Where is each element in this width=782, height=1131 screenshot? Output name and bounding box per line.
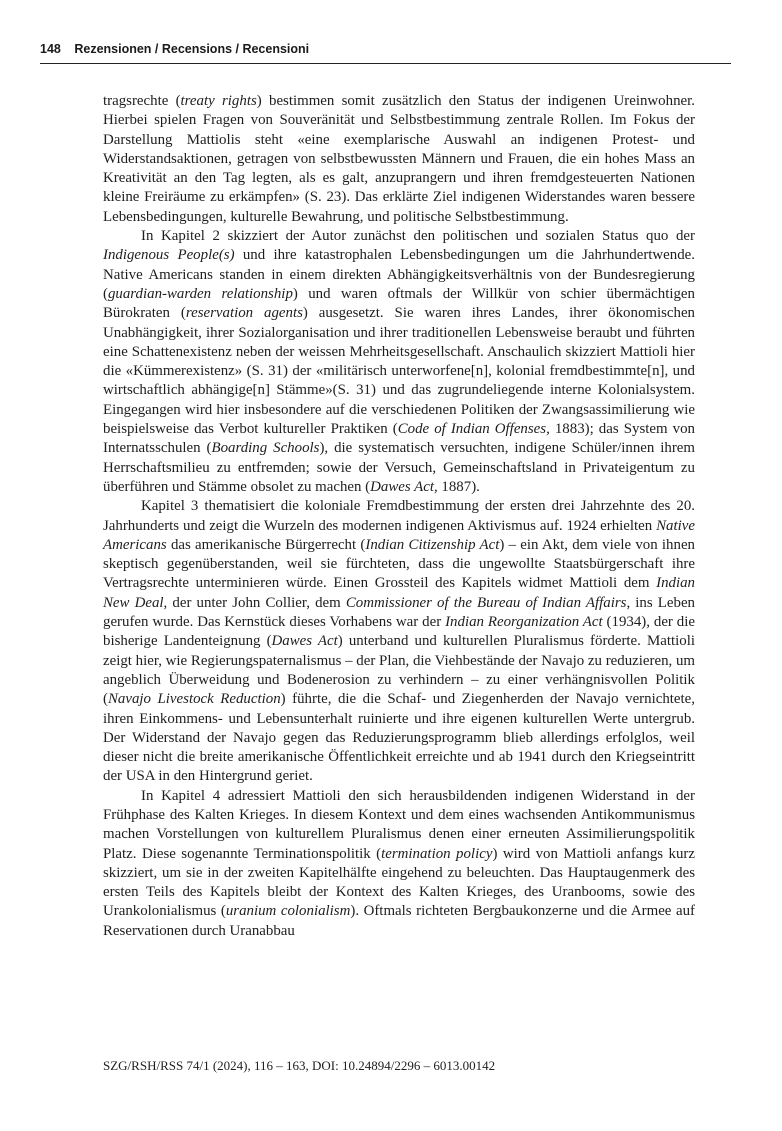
italic-term: Indian Reorganization Act — [445, 614, 603, 631]
running-header — [40, 42, 309, 56]
italic-term: reservation agents — [185, 305, 303, 322]
italic-term: uranium colonialism — [225, 903, 351, 920]
italic-term: Native Americans — [103, 517, 695, 553]
body-paragraph — [103, 497, 695, 786]
text-run: und ihre katastrophalen Lebensbedingungen um die Jahrhundertwende. Native Americans standen in einem direkten Abhängigkeitsverhältnis von der Bundesregierung ( — [103, 247, 695, 302]
italic-term: Indian New Deal — [103, 575, 695, 611]
header-divider — [40, 63, 731, 64]
text-run: (1934), der die bisherige Landenteignung ( — [103, 614, 695, 650]
italic-term: Dawes Act — [271, 633, 338, 650]
italic-term: Navajo Livestock Reduction — [107, 691, 281, 708]
text-run: ) – ein Akt, dem viele von ihnen skeptisch gegenüberstanden, weil sie fürchteten, dass die ungewollte Staatsbürgerschaft ihre Vertragsrechte unterminieren würde. Einen Grossteil des Kapitels widmet Mattioli dem — [103, 536, 695, 592]
text-run: ) wird von Mattioli anfangs kurz skizziert, um sie in der zweiten Kapitelhälfte eingehend zu beleuchten. Das Hauptaugenmerk des ersten Teils des Kapitels bleibt der Kontext des Kalten Krieges, des Uranbooms, sowie des Urankolonialismus ( — [103, 845, 696, 920]
italic-term: Commissioner of the Bureau of Indian Affairs — [345, 594, 627, 611]
italic-term: Dawes Act, — [370, 478, 438, 495]
text-run: , der unter John Collier, dem — [163, 594, 346, 611]
text-run: tragsrechte ( — [103, 93, 181, 109]
italic-term: Boarding Schools — [211, 440, 320, 457]
journal-citation: SZG/RSH/RSS 74/1 (2024), 116 – 163, DOI: 10.24894/2296 – 6013.00142 — [103, 1058, 496, 1073]
section-title: Rezensionen / Recensions / Recensioni — [74, 42, 310, 56]
review-body-text — [103, 92, 695, 941]
text-run: 1887). — [437, 478, 480, 495]
text-run: , ins Leben gerufen wurde. Das Kernstück dieses Vorhabens war der — [103, 594, 696, 631]
italic-term: termination policy — [381, 845, 493, 862]
page-number: 148 — [40, 42, 61, 56]
text-run: In Kapitel 2 skizziert der Autor zunächst den politischen und sozialen Status quo der — [141, 228, 695, 245]
italic-term: Indian Citizenship Act — [365, 536, 500, 553]
text-run: ) ausgesetzt. Sie waren ihres Landes, ihrer ökonomischen Unabhängigkeit, ihrer Sozialorganisation und ihrer traditionellen Lebensweise beraubt und führten eine Schattenexistenz neben der weissen Mehrheitsgesellschaft. Anschaulich skizziert Mattioli hier die «Kümmerexistenz» (S. 31) der «militärisch unterworfene[n], kolonial fremdbestimmte[n], und wirtschaftlich abhängige[n] Stämme»(S. 31) und das zugrundeliegende interne Kolonialsystem. Eingegangen wird hier insbesondere auf die verschiedenen Politiken der Zwangsassimilierung wie beispielsweise das Verbot kultureller Praktiken ( — [103, 305, 696, 438]
text-run: ), die systematisch versuchten, indigene Schüler/innen ihrem Herrschaftsmilieu zu entfremden; sowie der Versuch, Gemeinschaftsland in Privateigentum zu überführen und Stämme obsolet zu machen ( — [103, 440, 695, 495]
text-run: ) führte, die die Schaf- und Ziegenherden der Navajo vernichtete, ihren Einkommens- und Lebensunterhalt ruinierte und ihre eigenen kulturellen Werte untergrub. Der Widerstand der Navajo gegen das Reduzierungsprogramm blieb allerdings erfolglos, weil dieser nicht die breite amerikanische Öffentlichkeit erreichte und ab 1941 durch den Kriegseintritt der USA in den Hintergrund geriet. — [103, 691, 695, 785]
body-paragraph — [103, 92, 695, 227]
italic-term: guardian-warden relationship — [107, 285, 293, 302]
text-run: das amerikanische Bürgerrecht ( — [166, 536, 366, 553]
text-run: ). Oftmals richteten Bergbaukonzerne und die Armee auf Reservationen durch Uranabbau — [103, 903, 695, 939]
body-paragraph — [103, 227, 695, 497]
italic-term: Code of Indian Offenses, — [397, 421, 550, 438]
text-run: ) und waren oftmals der Willkür von schier übermächtigen Bürokraten ( — [103, 285, 695, 322]
text-run: In Kapitel 4 adressiert Mattioli den sich herausbildenden indigenen Widerstand in der Frühphase des Kalten Krieges. In diesem Kontext und dem eines wachsenden Antikommunismus machen Vorstellungen von kulturellem Pluralismus denen einer erneuten Assimilierungspolitik Platz. Diese sogenannte Terminationspolitik ( — [103, 787, 695, 862]
body-paragraph — [103, 787, 695, 941]
text-run: 1883); das System von Internatsschulen ( — [103, 421, 695, 457]
italic-term: treaty rights — [180, 93, 257, 109]
text-run: ) bestimmen somit zusätzlich den Status der indigenen Ureinwohner. Hierbei spielen Fragen von Souveränität und Selbstbestimmung zentrale Rollen. Im Fokus der Darstellung Mattiolis steht «eine exemplarische Auswahl an indigenen Protest- und Widerstandsaktionen, getragen von selbstbewussten Männern und Frauen, die ein hohes Mass an Kreativität an den Tag legten, als es galt, anzuprangern und ihren fremdgesteuerten Nationen kleine Freiräume zu erkämpfen» (S. 23). Das erklärte Ziel indigenen Widerstandes waren bessere Lebensbedingungen, kulturelle Bewahrung, und politische Selbstbestimmung. — [103, 93, 695, 225]
text-run: ) unterband und kulturellen Pluralismus förderte. Mattioli zeigt hier, wie Regierungspaternalismus – der Plan, die Viehbestände der Navajo zu reduzieren, um angeblich Überweidung und Bodenerosion zu verhindern – zu einer verhängnisvollen Politik ( — [103, 633, 696, 708]
text-run: Kapitel 3 thematisiert die koloniale Fremdbestimmung der ersten drei Jahrzehnte des 20. Jahrhunderts und zeigt die Wurzeln des modernen indigenen Aktivismus auf. 1924 erhielten — [103, 498, 695, 534]
italic-term: Indigenous People(s) — [103, 247, 235, 264]
